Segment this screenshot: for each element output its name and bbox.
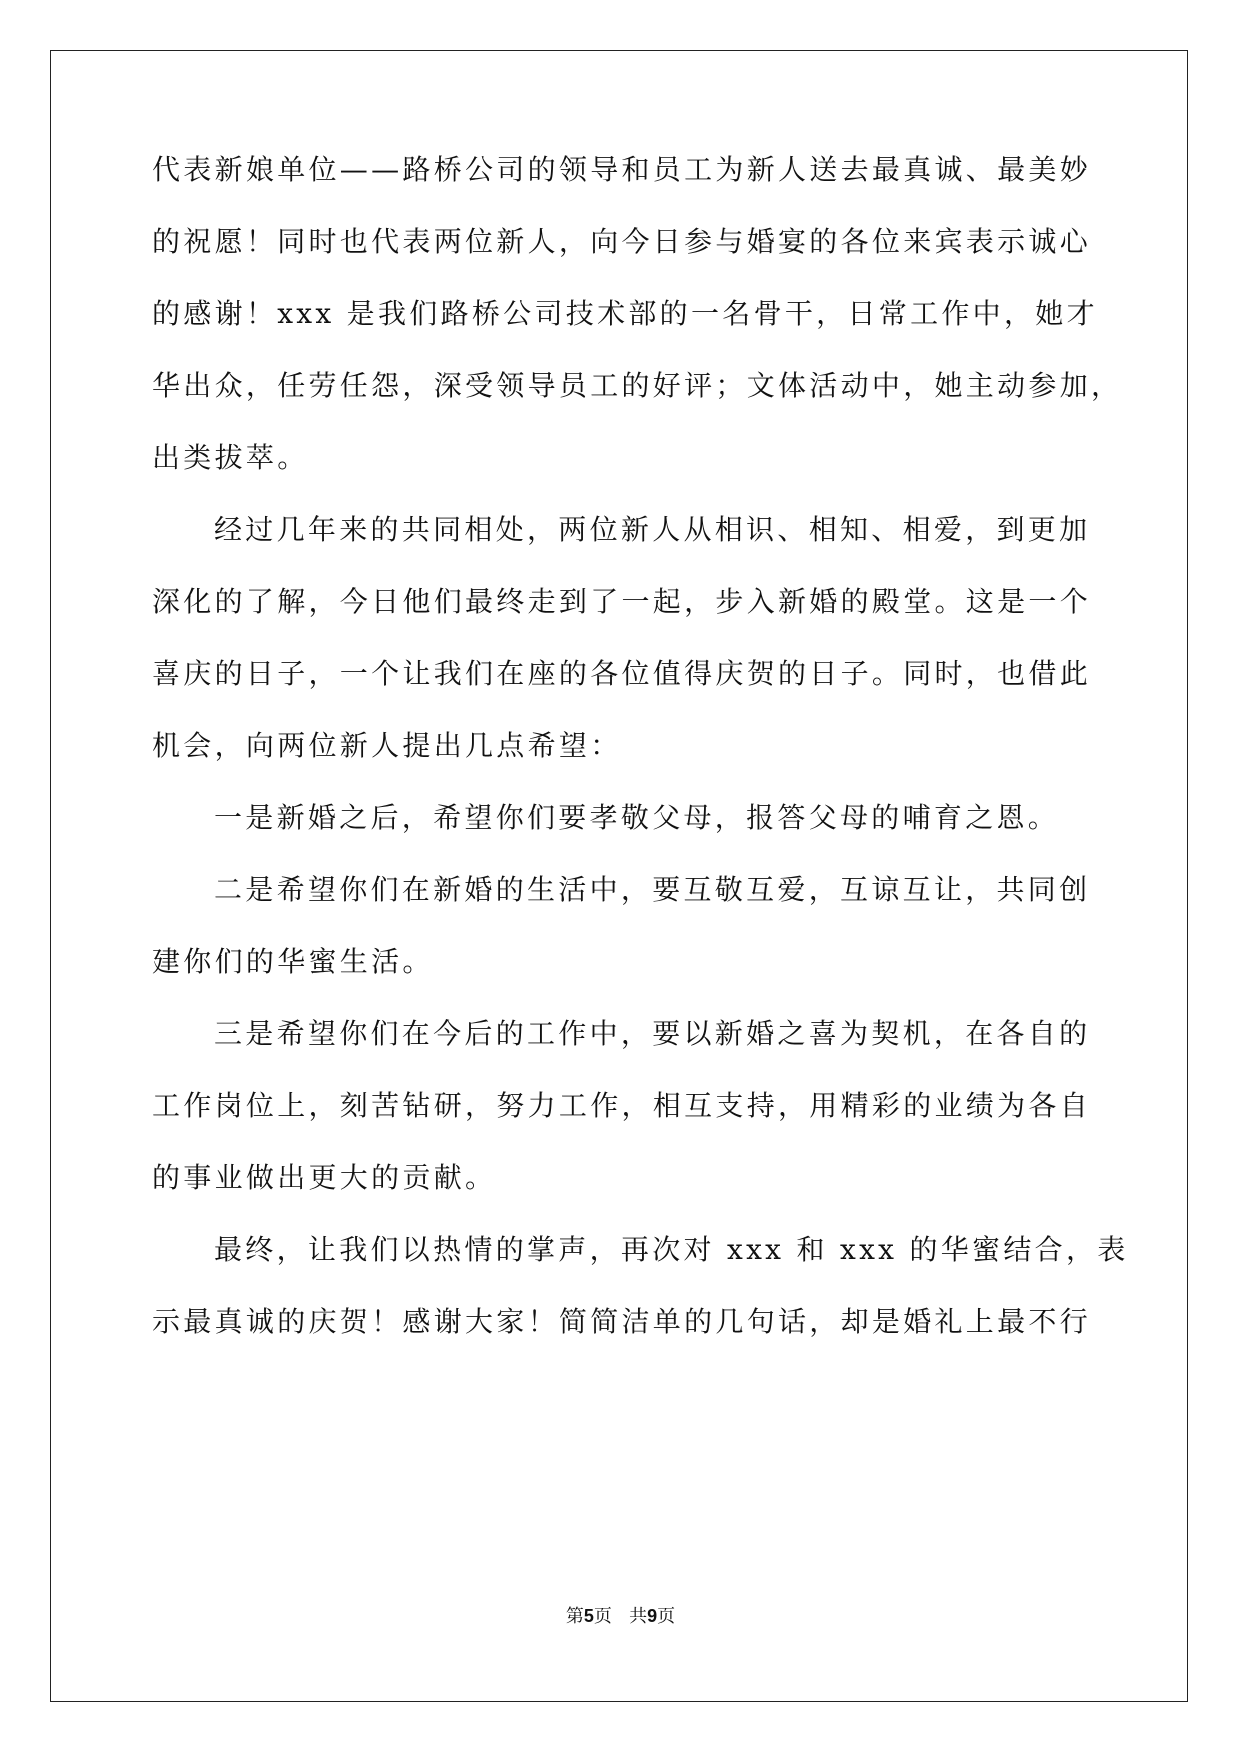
paragraph-first-line: 二是希望你们在新婚的生活中，要互敬互爱，互谅互让，共同创 bbox=[214, 873, 1091, 906]
paragraph-first-line: 一是新婚之后，希望你们要孝敬父母，报答父母的哺育之恩。 bbox=[214, 801, 1060, 834]
footer-total-prefix: 共 bbox=[629, 1606, 648, 1627]
footer-page-suffix: 页 bbox=[593, 1606, 612, 1627]
paragraph-first-line: 最终，让我们以热情的掌声，再次对 xxx 和 xxx 的华蜜结合，表 bbox=[214, 1233, 1129, 1266]
text-line: 华出众，任劳任怨，深受领导员工的好评；文体活动中，她主动参加， bbox=[152, 369, 1123, 402]
text-line: 机会，向两位新人提出几点希望： bbox=[152, 729, 622, 762]
paragraph-first-line: 经过几年来的共同相处，两位新人从相识、相知、相爱，到更加 bbox=[214, 513, 1091, 546]
paragraph-first-line: 三是希望你们在今后的工作中，要以新婚之喜为契机，在各自的 bbox=[214, 1017, 1091, 1050]
text-line: 深化的了解，今日他们最终走到了一起，步入新婚的殿堂。这是一个 bbox=[152, 585, 1092, 618]
footer-prefix: 第 bbox=[565, 1606, 584, 1627]
text-line: 的事业做出更大的贡献。 bbox=[152, 1161, 497, 1194]
text-line: 喜庆的日子，一个让我们在座的各位值得庆贺的日子。同时，也借此 bbox=[152, 657, 1092, 690]
text-line: 示最真诚的庆贺！感谢大家！简简洁单的几句话，却是婚礼上最不行 bbox=[152, 1305, 1092, 1338]
text-line: 建你们的华蜜生活。 bbox=[152, 945, 434, 978]
footer-total-suffix: 页 bbox=[657, 1606, 676, 1627]
total-pages: 9 bbox=[647, 1606, 658, 1626]
text-line: 代表新娘单位——路桥公司的领导和员工为新人送去最真诚、最美妙 bbox=[152, 153, 1092, 186]
text-line: 工作岗位上，刻苦钻研，努力工作，相互支持，用精彩的业绩为各自 bbox=[152, 1089, 1092, 1122]
page-footer bbox=[0, 1604, 1241, 1629]
text-line: 的感谢！xxx 是我们路桥公司技术部的一名骨干，日常工作中，她才 bbox=[152, 297, 1098, 330]
text-line: 的祝愿！同时也代表两位新人，向今日参与婚宴的各位来宾表示诚心 bbox=[152, 225, 1092, 258]
text-line: 出类拔萃。 bbox=[152, 441, 309, 474]
page-number: 5 bbox=[583, 1606, 594, 1626]
